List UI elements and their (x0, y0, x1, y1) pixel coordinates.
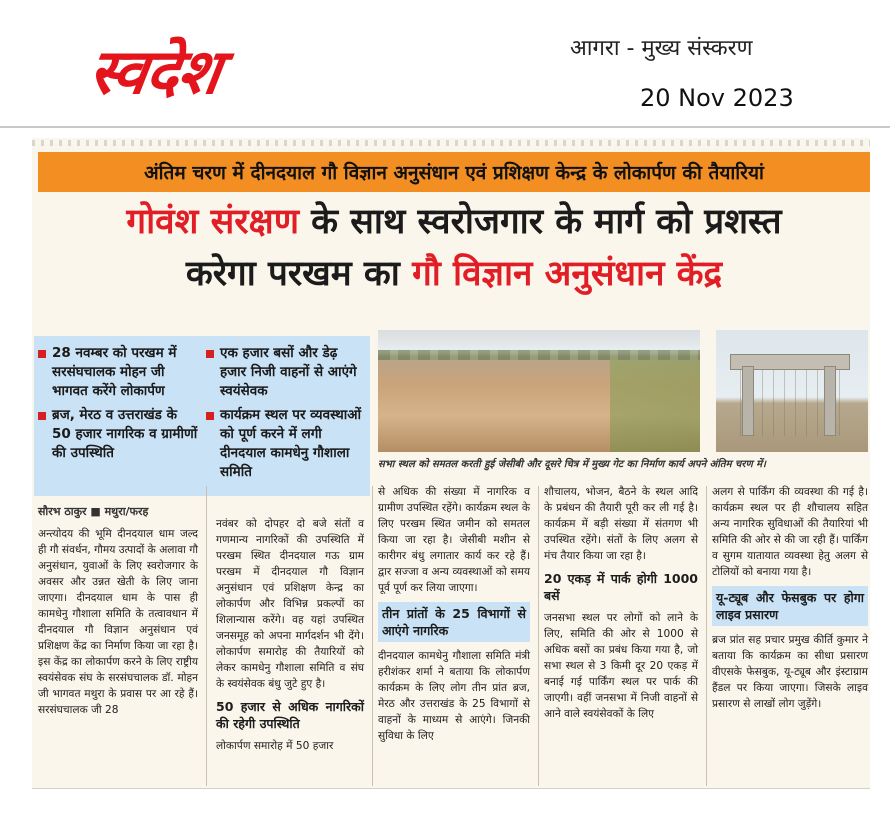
article-kicker: अंतिम चरण में दीनदयाल गौ विज्ञान अनुसंधान एवं प्रशिक्षण केन्द्र के लोकार्पण की तैयारियां (38, 152, 870, 192)
subheading: तीन प्रांतों के 25 विभागों से आएंगे नागरिक (378, 602, 530, 642)
article-column-1: अन्त्योदय की भूमि दीनदयाल धाम जल्द ही गौ संवर्धन, गौमय उत्पादों के अलावा गौ अनुसंधान, युवाओं के लिए स्वरोजगार के अवसर और उन्नत खेती के लिए जाना जाएगा। दीनदयाल धाम के पास ही कामधेनु गौशाला समिति के तत्वावधान में दीनदयाल गौ विज्ञान अनुसंधान एवं प्रशिक्षण केंद्र का निर्माण किया जा रहा है। इस केंद्र का लोकार्पण करने के लिए राष्ट्रीय स्वयंसेवक संघ के सरसंघचालक डॉ. मोहन जी भागवत मथुरा के प्रवास पर आ रहे हैं। सरसंघचालक जी 28 (38, 528, 198, 716)
bullet-square-icon (206, 412, 214, 420)
subheading: 20 एकड़ में पार्क होगी 1000 बसें (544, 571, 698, 603)
photo-site-leveling (378, 330, 700, 452)
headline-highlight-1: गोवंश संरक्षण (126, 202, 299, 242)
masthead-divider (0, 126, 890, 128)
headline-text-1: के साथ स्वरोजगार के मार्ग को प्रशस्त (299, 202, 782, 242)
article-headline (38, 196, 870, 300)
article-column-4: शौचालय, भोजन, बैठने के स्थल आदि के प्रबंधन की तैयारी पूरी कर ली गई है। कार्यक्रम में बड़ी संख्या में संतगण भी उपस्थित रहेंगे। संतों के लिए अलग से मंच तैयार किया जा रहा है। 20 एकड़ में पार्क होगी 1000 बसें जनसभा स्थल पर लोगों को लाने के लिए, समिति की ओर से 1000 से अधिक बसों का प्रबंध किया गया है, जो सभा स्थल से 3 किमी दूर 20 एकड़ में बनाई गई पार्किंग स्थल पर पार्क की जाएगी। वहीं जनसभा में निजी वाहनों से आने वाले स्वयंसेवकों के लिए (544, 486, 698, 720)
highlight-item: कार्यक्रम स्थल पर व्यवस्थाओं को पूर्ण करने में लगी दीनदयाल कामधेनु गौशाला समिति (206, 406, 366, 482)
photo-caption: सभा स्थल को समतल करती हुई जेसीबी और दूसरे चित्र में मुख्य गेट का निर्माण कार्य अपने अंतिम चरण में। (378, 459, 766, 470)
highlights-left (38, 344, 198, 468)
adjacent-article-edge (876, 140, 890, 800)
article-column-2: नवंबर को दोपहर दो बजे संतों व गणमान्य नागरिकों की उपस्थिति में परखम स्थित दीनदयाल गऊ ग्राम परखम में दीनदयाल गौ विज्ञान अनुसंधान एवं प्रशिक्षण केन्द्र का लोकार्पण और विभिन्न प्रकल्पों का शिलान्यास करेंगे। वह यहां उपस्थित जनसमूह को अपना मार्गदर्शन भी देंगे। लोकार्पण समारोह की तैयारियों को लेकर कामधेनु गौशाला समिति व संघ के स्वयंसेवक बंधु जुटे हुए है। 50 हजार से अधिक नागरिकों की रहेगी उपस्थिति लोकार्पण समारोह में 50 हजार (216, 518, 364, 752)
highlight-item: 28 नवम्बर को परखम में सरसंघचालक मोहन जी भागवत करेंगे लोकार्पण (38, 344, 198, 401)
highlights-right (206, 344, 366, 487)
highlights-box (34, 336, 370, 496)
masthead (0, 0, 890, 128)
byline: सौरभ ठाकुर ■ मथुरा/फरह (38, 505, 149, 518)
subheading: 50 हजार से अधिक नागरिकों की रहेगी उपस्थिति (216, 699, 364, 731)
newspaper-logo: स्वदेश (84, 35, 225, 108)
highlight-item: एक हजार बसों और डेढ़ हजार निजी वाहनों से आएंगे स्वयंसेवक (206, 344, 366, 401)
highlight-item: ब्रज, मेरठ व उत्तराखंड के 50 हजार नागरिक व ग्रामीणों की उपस्थिति (38, 406, 198, 463)
bullet-square-icon (38, 350, 46, 358)
headline-highlight-2: गौ विज्ञान अनुसंधान केंद्र (412, 254, 723, 294)
subheading: यू-ट्यूब और फेसबुक पर होगा लाइव प्रसारण (712, 586, 868, 626)
bullet-square-icon (206, 350, 214, 358)
article-column-3: से अधिक की संख्या में नागरिक व ग्रामीण उपस्थित रहेंगे। कार्यक्रम स्थल के लिए परखम स्थित जमीन को समतल किया जा रहा है। जेसीबी मशीन से कारीगर बंधु लगातार कार्य कर रहे हैं। द्वार सज्जा व अन्य व्यवस्थाओं को समय पूर्व पूर्ण कर लिया जाएगा। तीन प्रांतों के 25 विभागों से आएंगे नागरिक दीनदयाल कामधेनु गौशाला समिति मंत्री हरीशंकर शर्मा ने बताया कि लोकार्पण कार्यक्रम के लिए लोग तीन प्रांत ब्रज, मेरठ और उत्तराखंड के 25 विभागों से वाहनों के माध्यम से आएंगे। जिनकी सुविधा के लिए (378, 486, 530, 742)
edition-date: 20 Nov 2023 (640, 84, 794, 112)
edition-label: आगरा - मुख्य संस्करण (570, 36, 753, 61)
headline-text-2: करेगा परखम का (185, 254, 413, 294)
bullet-square-icon (38, 412, 46, 420)
cut-edge-text (32, 140, 870, 146)
photo-main-gate (716, 330, 868, 452)
clipping-bottom-edge (32, 788, 870, 789)
article-column-5: अलग से पार्किंग की व्यवस्था की गई है। कार्यक्रम स्थल पर ही शौचालय सहित अन्य नागरिक सुविधाओं की तैयारियां भी समिति की ओर से की जा रही हैं। पार्किंग व सुगम यातायात व्यवस्था हेतु अलग से टोलियों को बनाया गया है। यू-ट्यूब और फेसबुक पर होगा लाइव प्रसारण ब्रज प्रांत सह प्रचार प्रमुख कीर्ति कुमार ने बताया कि कार्यक्रम का सीधा प्रसारण वीएसके फेसबुक, यू-ट्यूब और इंस्टाग्राम हैंडल पर किया जाएगा। जिसके लाइव प्रसारण से लाखों लोग जुड़ेंगे। (712, 486, 868, 710)
